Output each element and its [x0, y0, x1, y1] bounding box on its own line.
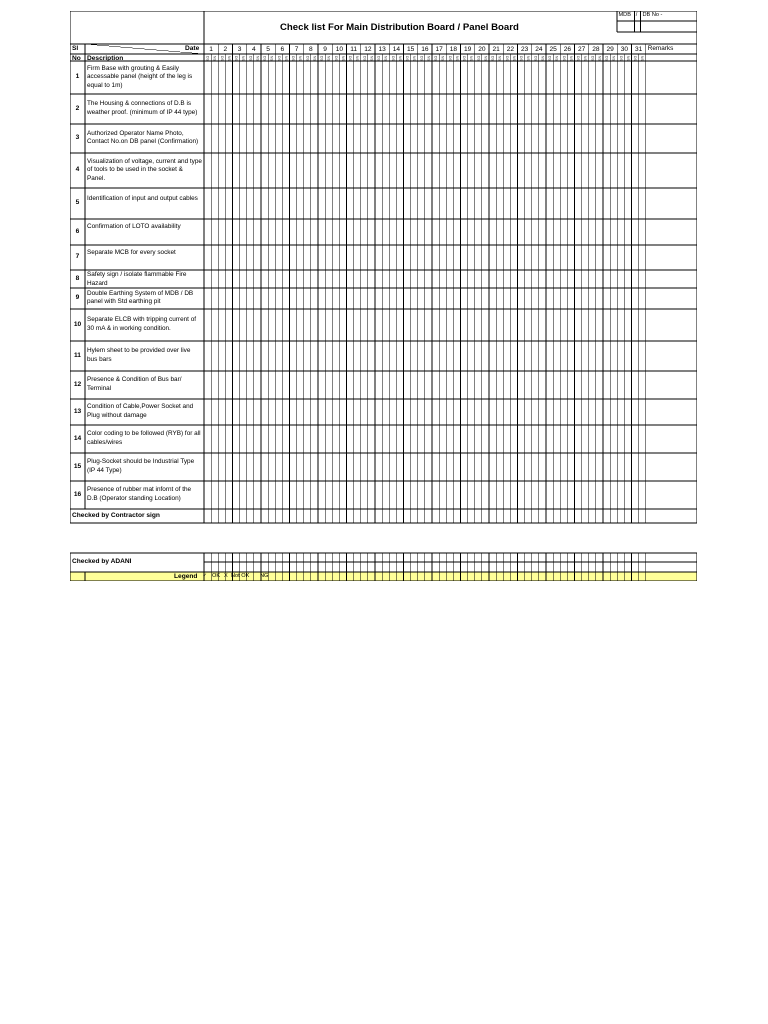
- day-12: 12: [364, 46, 372, 53]
- day-15: 15: [406, 46, 415, 53]
- adani-label: Checked by ADANI: [72, 558, 132, 565]
- day-15-ns: NS: [412, 55, 417, 61]
- day-19-ds: DS: [462, 55, 467, 61]
- day-15-ds: DS: [405, 55, 410, 61]
- item-number: 8: [75, 274, 80, 282]
- day-8: 8: [309, 46, 313, 53]
- item-number: 10: [73, 320, 82, 328]
- day-6-ds: DS: [276, 55, 281, 61]
- item-number: 2: [75, 104, 80, 112]
- day-10: 10: [335, 46, 344, 53]
- day-18-ns: NS: [454, 55, 459, 61]
- item-description: Plug-Socket should be Industrial Type (IP 44 Type): [87, 458, 195, 474]
- remarks-label: Remarks: [647, 44, 674, 52]
- day-13: 13: [378, 46, 386, 53]
- day-21-ns: NS: [497, 55, 502, 61]
- day-11: 11: [350, 46, 358, 53]
- day-31-ds: DS: [633, 55, 638, 61]
- item-description: Condition of Cable,Power Socket and Plug without damage: [87, 403, 194, 419]
- day-20-ds: DS: [476, 55, 481, 61]
- item-number: 14: [73, 434, 82, 442]
- day-2: 2: [223, 46, 228, 53]
- day-7: 7: [294, 46, 299, 53]
- item-description: Confirmation of LOTO availability: [87, 223, 181, 231]
- day-28: 28: [592, 46, 600, 53]
- checklist-sheet: [70, 11, 697, 581]
- day-1-ns: NS: [212, 55, 217, 61]
- day-8-ds: DS: [305, 55, 310, 61]
- item-number: 5: [75, 199, 80, 206]
- day-3: 3: [237, 46, 242, 53]
- day-16: 16: [421, 46, 429, 53]
- day-11-ds: DS: [348, 55, 353, 61]
- item-description: Presence & Condition of Bus bar/ Terminal: [87, 376, 182, 392]
- day-6-ns: NS: [283, 55, 288, 61]
- day-4-ds: DS: [248, 55, 253, 61]
- item-description: Identification of input and output cables: [87, 194, 198, 202]
- day-14: 14: [392, 46, 401, 53]
- item-number: 6: [75, 227, 80, 235]
- item-number: 15: [73, 462, 82, 470]
- item-description: Firm Base with grouting & Easily accessable panel (height of the leg is equal to 1m): [87, 64, 193, 89]
- item-number: 4: [75, 166, 80, 173]
- day-13-ds: DS: [376, 55, 381, 61]
- day-9-ns: NS: [326, 55, 331, 61]
- no-label: No: [72, 55, 81, 62]
- item-number: 12: [73, 380, 82, 388]
- day-28-ds: DS: [590, 55, 595, 61]
- day-17: 17: [435, 46, 443, 53]
- day-4: 4: [252, 46, 256, 53]
- day-5: 5: [266, 46, 270, 53]
- day-31-ns: NS: [640, 55, 645, 61]
- legend-item-2: OK: [212, 572, 221, 579]
- day-28-ns: NS: [597, 55, 602, 61]
- day-12-ds: DS: [362, 55, 367, 61]
- day-22-ns: NS: [511, 55, 516, 61]
- day-23-ds: DS: [519, 55, 524, 61]
- day-9-ds: DS: [319, 55, 324, 61]
- item-description: Authorized Operator Name Photo, Contact No.on DB panel (Confirmation): [87, 129, 199, 146]
- day-5-ds: DS: [262, 55, 267, 61]
- day-16-ns: NS: [426, 55, 431, 61]
- day-21: 21: [492, 46, 500, 53]
- day-1-ds: DS: [205, 55, 210, 61]
- sl-label: Sl: [72, 45, 79, 52]
- item-description: Visualization of voltage, current and type of tools to be used in the socket & Panel.: [87, 157, 202, 182]
- legend-item-4: Not OK: [231, 572, 250, 579]
- contractor-sign-label: Checked by Contractor sign: [72, 511, 160, 519]
- day-24-ns: NS: [540, 55, 545, 61]
- day-19-ns: NS: [469, 55, 474, 61]
- day-23: 23: [520, 46, 529, 53]
- day-25-ns: NS: [554, 55, 559, 61]
- day-18-ds: DS: [447, 55, 452, 61]
- day-30-ns: NS: [625, 55, 630, 61]
- item-description: Separate MCB for every socket: [87, 248, 176, 256]
- day-20: 20: [478, 46, 486, 53]
- day-26-ds: DS: [561, 55, 566, 61]
- slash-label: /: [635, 12, 638, 18]
- day-26: 26: [563, 46, 572, 53]
- db-no-label: DB No -: [642, 12, 663, 18]
- day-23-ns: NS: [526, 55, 531, 61]
- item-description: Color coding to be followed (RYB) for all cables/wires: [87, 430, 201, 446]
- day-24-ds: DS: [533, 55, 538, 61]
- day-16-ds: DS: [419, 55, 424, 61]
- item-description: Presence of rubber mat infornt of the D.B (Operator standing Location): [87, 486, 192, 502]
- day-17-ns: NS: [440, 55, 445, 61]
- day-1: 1: [209, 46, 213, 53]
- day-19: 19: [463, 46, 472, 53]
- day-11-ns: NS: [355, 55, 360, 61]
- day-10-ds: DS: [333, 55, 338, 61]
- item-description: Separate ELCB with tripping current of 30 mA & in working condition.: [87, 316, 197, 332]
- item-number: 11: [74, 351, 81, 359]
- day-2-ns: NS: [226, 55, 231, 61]
- day-27-ns: NS: [583, 55, 588, 61]
- day-13-ns: NS: [383, 55, 388, 61]
- day-22: 22: [506, 46, 515, 53]
- legend-item-3: X: [224, 572, 228, 579]
- item-number: 7: [75, 253, 80, 260]
- item-description: Double Earthing System of MDB / DB panel with Std earthing pit: [87, 289, 194, 306]
- day-20-ns: NS: [483, 55, 488, 61]
- day-29-ns: NS: [611, 55, 616, 61]
- item-description: The Housing & connections of D.B is weather proof. (minimum of IP 44 type): [87, 100, 198, 116]
- day-30: 30: [620, 46, 629, 53]
- day-10-ns: NS: [340, 55, 345, 61]
- item-number: 3: [75, 134, 80, 141]
- day-27-ds: DS: [576, 55, 581, 61]
- day-3-ds: DS: [234, 55, 239, 61]
- day-29: 29: [606, 46, 614, 53]
- legend-item-5: NG: [260, 572, 269, 579]
- day-27: 27: [577, 46, 586, 53]
- day-17-ds: DS: [433, 55, 438, 61]
- day-22-ds: DS: [504, 55, 509, 61]
- day-8-ns: NS: [312, 55, 317, 61]
- day-4-ns: NS: [255, 55, 260, 61]
- day-6: 6: [280, 46, 285, 53]
- legend-label: Legend: [174, 572, 198, 580]
- day-12-ns: NS: [369, 55, 374, 61]
- item-description: Hylem sheet to be provided over live bus bars: [87, 347, 191, 363]
- day-29-ds: DS: [604, 55, 609, 61]
- day-24: 24: [535, 46, 543, 53]
- form-title: Check list For Main Distribution Board / Panel Board: [280, 22, 519, 33]
- day-25-ds: DS: [547, 55, 552, 61]
- day-3-ns: NS: [241, 55, 246, 61]
- day-7-ds: DS: [291, 55, 296, 61]
- description-label: Description: [87, 55, 124, 62]
- item-number: 16: [73, 490, 82, 498]
- day-14-ns: NS: [397, 55, 402, 61]
- item-description: Safety sign / isolate flammable Fire Hazard: [87, 271, 187, 287]
- day-31: 31: [634, 46, 643, 53]
- day-5-ns: NS: [269, 55, 274, 61]
- item-number: 1: [75, 73, 80, 80]
- item-number: 9: [75, 294, 80, 301]
- day-30-ds: DS: [618, 55, 623, 61]
- legend-item-1: ✓: [202, 572, 208, 579]
- date-label: Date: [185, 45, 200, 52]
- day-14-ds: DS: [390, 55, 395, 61]
- day-18: 18: [449, 46, 458, 53]
- item-number: 13: [73, 407, 82, 415]
- day-25: 25: [549, 46, 557, 53]
- day-2-ds: DS: [219, 55, 224, 61]
- day-9: 9: [323, 46, 327, 53]
- day-7-ns: NS: [298, 55, 303, 61]
- mdb-label: MDB: [618, 12, 631, 18]
- day-26-ns: NS: [568, 55, 573, 61]
- day-21-ds: DS: [490, 55, 495, 61]
